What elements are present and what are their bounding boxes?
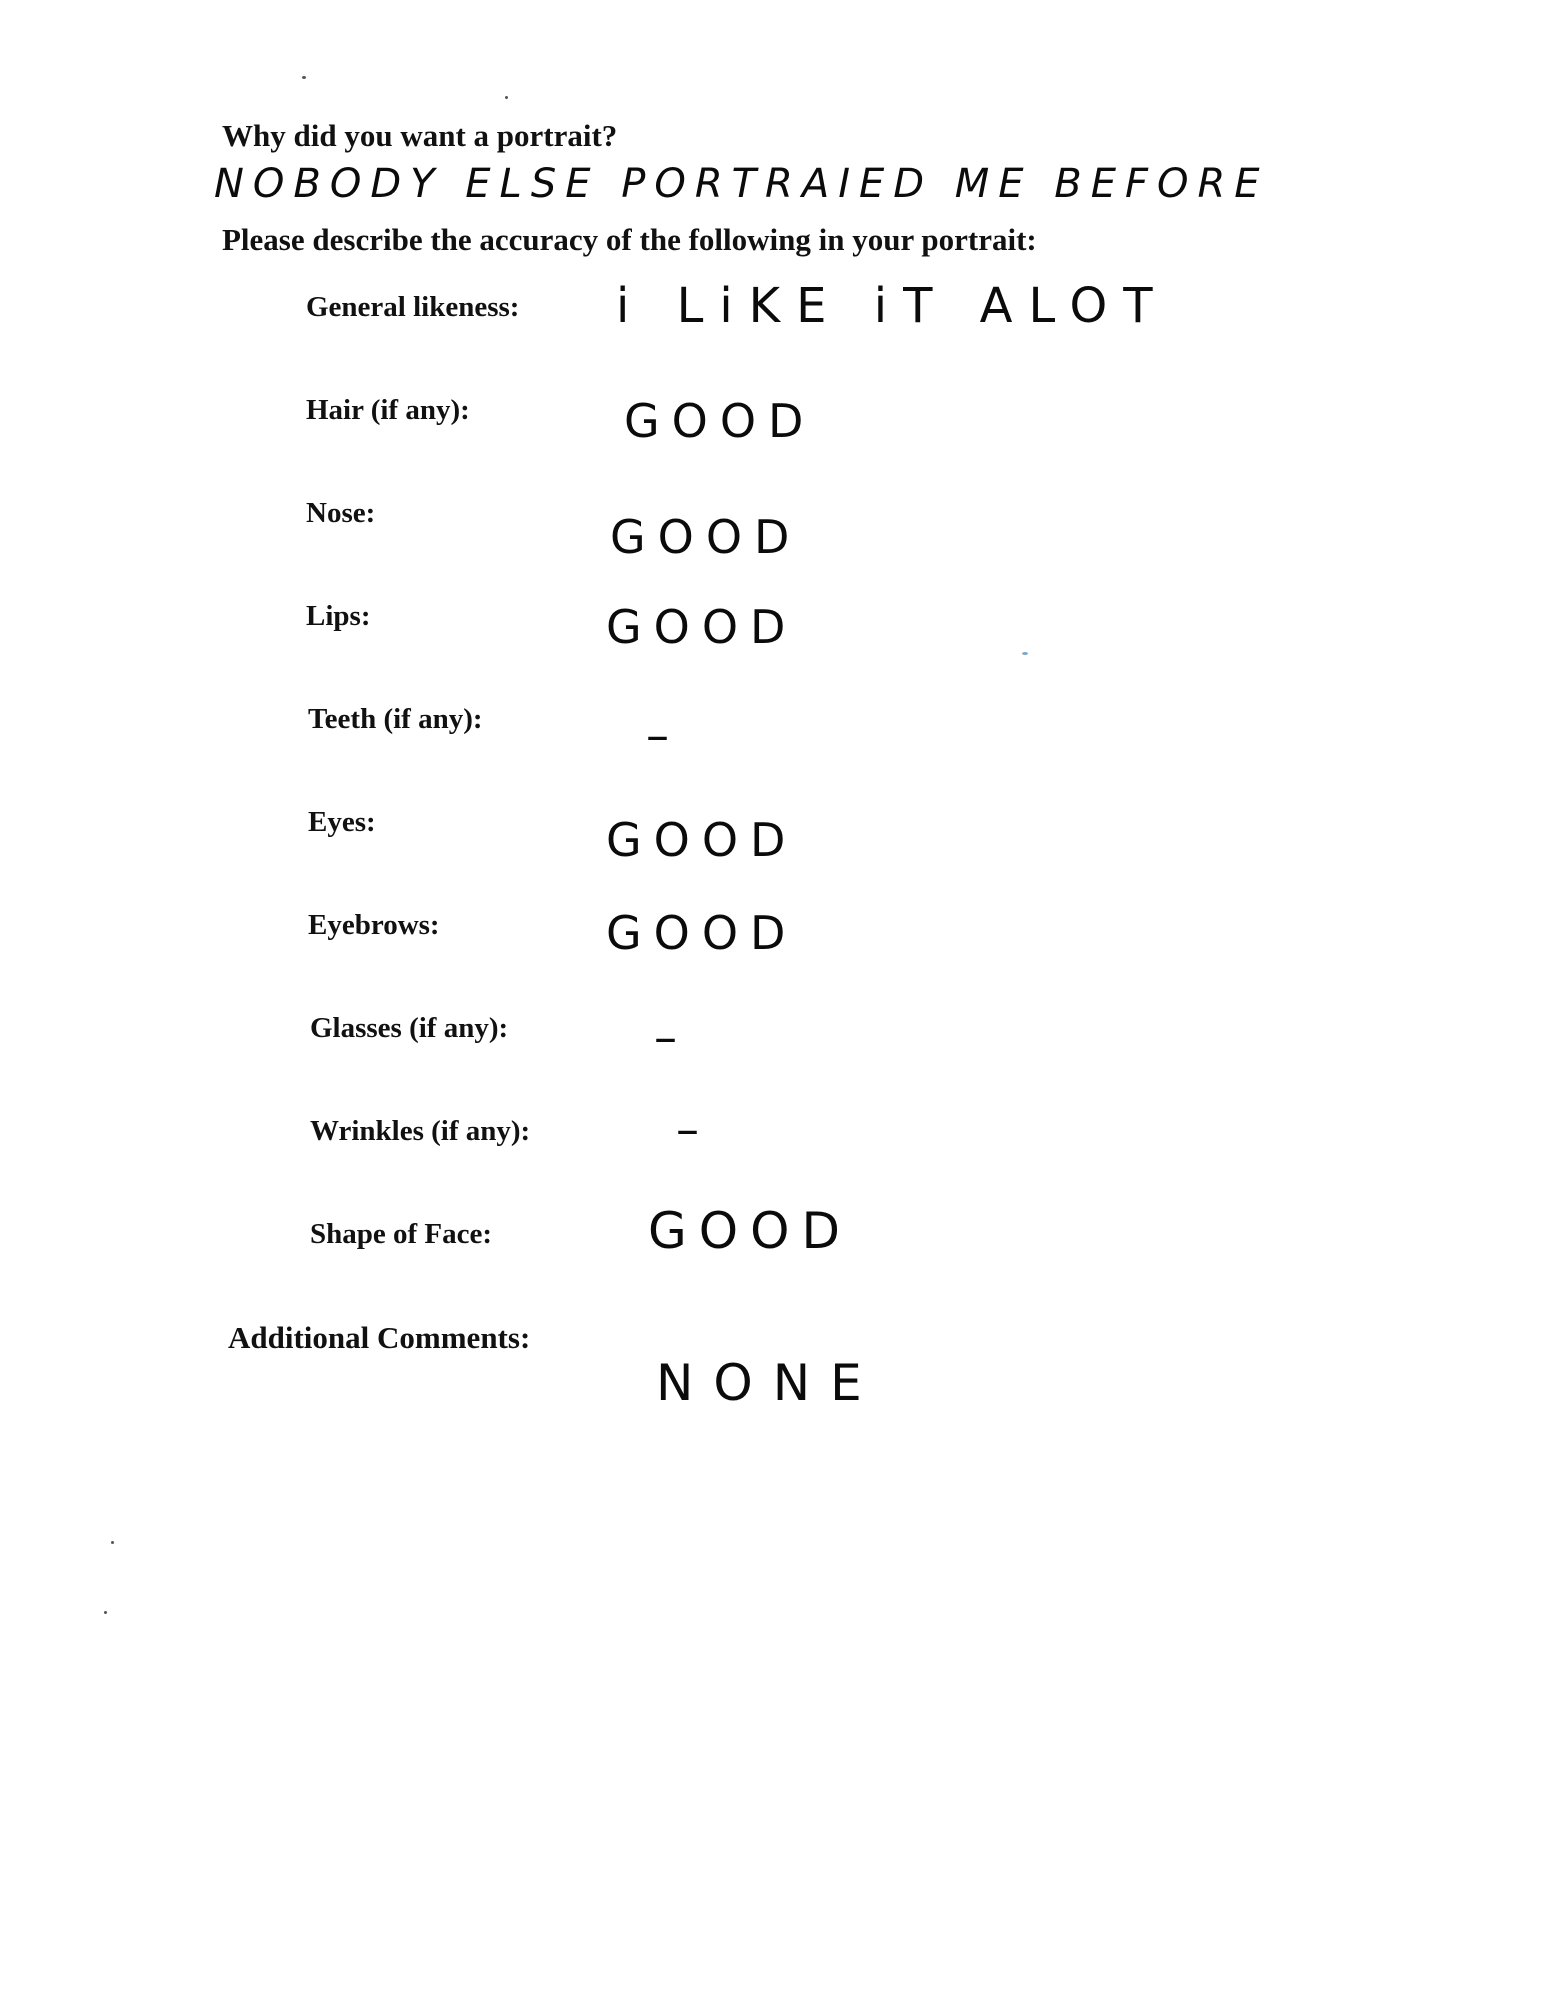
answer-why-portrait: NOBODY ELSE PORTRAIED ME BEFORE [214, 161, 1269, 207]
scan-speck [1022, 652, 1028, 655]
answer-eyes: GOOD [606, 813, 798, 867]
answer-eyebrows: GOOD [606, 906, 798, 960]
scan-speck [505, 96, 508, 99]
field-label-glasses: Glasses (if any): [310, 1012, 509, 1044]
answer-glasses: – [654, 1010, 677, 1064]
field-label-eyebrows: Eyebrows: [308, 909, 440, 941]
field-label-teeth: Teeth (if any): [308, 703, 483, 735]
answer-lips: GOOD [606, 600, 798, 654]
field-label-shape-of-face: Shape of Face: [310, 1218, 493, 1250]
field-label-eyes: Eyes: [308, 806, 376, 838]
answer-hair: GOOD [624, 394, 816, 448]
answer-wrinkles: – [676, 1102, 699, 1156]
scan-speck [111, 1541, 114, 1544]
accuracy-prompt: Please describe the accuracy of the following in your portrait: [222, 222, 1037, 257]
scan-speck [104, 1611, 107, 1614]
additional-comments-label: Additional Comments: [228, 1320, 531, 1355]
answer-shape-of-face: GOOD [648, 1202, 852, 1260]
scan-speck [302, 76, 306, 79]
field-label-hair: Hair (if any): [306, 394, 470, 426]
answer-general-likeness: i LiKE iT ALOT [616, 278, 1169, 334]
field-label-wrinkles: Wrinkles (if any): [310, 1115, 531, 1147]
additional-comments-answer: NONE [656, 1354, 882, 1412]
field-label-nose: Nose: [306, 497, 376, 529]
field-label-lips: Lips: [306, 600, 371, 632]
answer-teeth: – [646, 708, 669, 762]
field-label-general-likeness: General likeness: [306, 291, 520, 323]
question-why-portrait: Why did you want a portrait? [222, 118, 618, 153]
answer-nose: GOOD [610, 510, 802, 564]
